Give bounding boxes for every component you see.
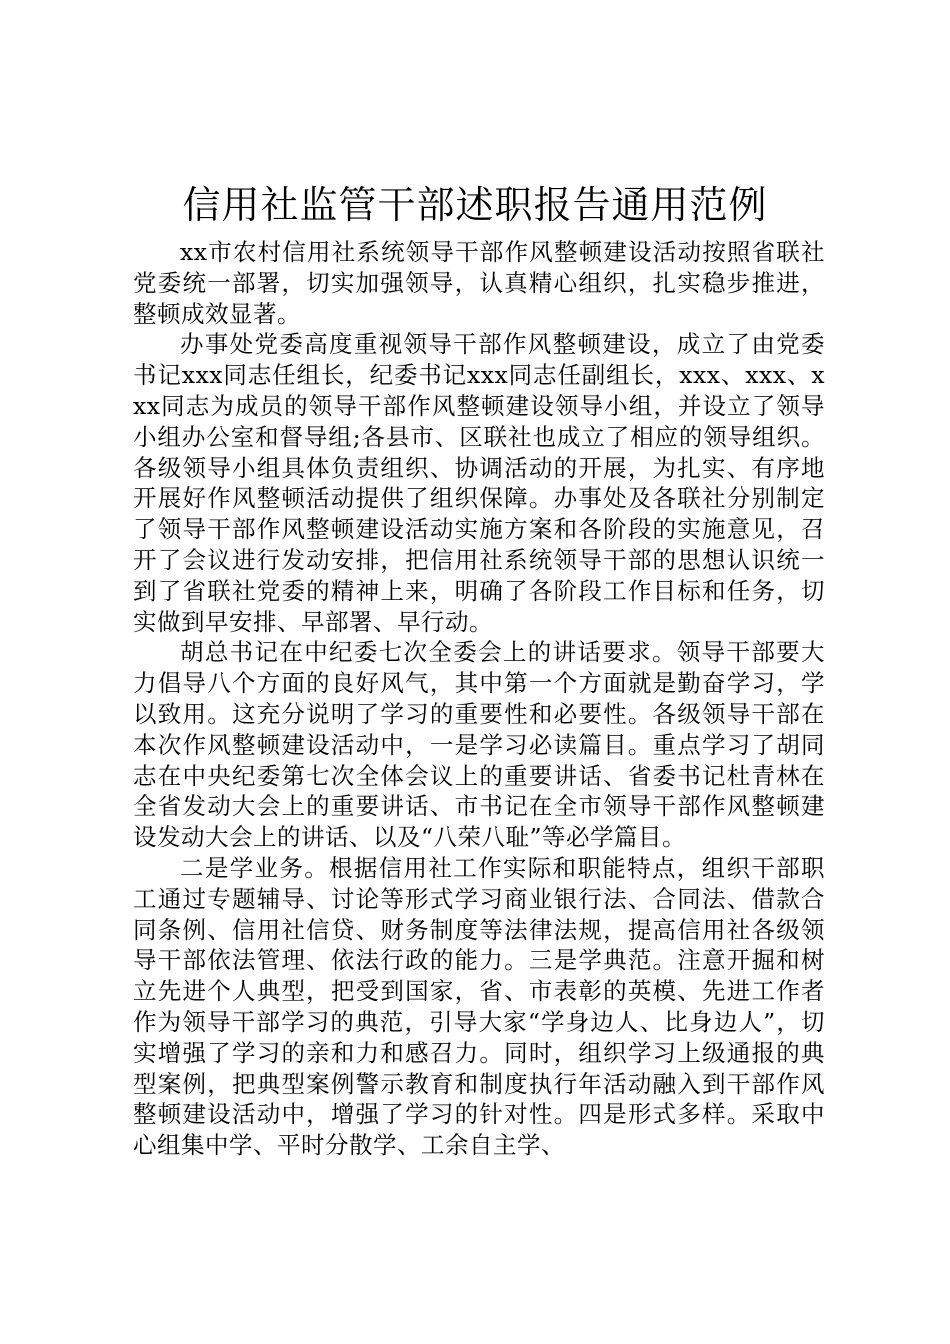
document-title: 信用社监管干部述职报告通用范例 (182, 183, 768, 227)
paragraph-3: 胡总书记在中纪委七次全委会上的讲话要求。领导干部要大力倡导八个方面的良好风气，其中第一个方面就是勤奋学习，学以致用。这充分说明了学习的重要性和必要性。各级领导干部在本次作风整顿建设活动中，一是学习必读篇目。重点学习了胡同志在中央纪委第七次全体会议上的重要讲话、省委书记杜青林在全省发动大会上的重要讲话、市书记在全市领导干部作风整顿建设发动大会上的讲话、以及“八荣八耻”等必学篇目。 (133, 638, 825, 852)
document-body (133, 237, 825, 1161)
paragraph-4: 二是学业务。根据信用社工作实际和职能特点，组织干部职工通过专题辅导、讨论等形式学习商业银行法、合同法、借款合同条例、信用社信贷、财务制度等法律法规，提高信用社各级领导干部依法管理、依法行政的能力。三是学典范。注意开掘和树立先进个人典型，把受到国家，省、市表彰的英模、先进工作者作为领导干部学习的典范，引导大家“学身边人、比身边人”，切实增强了学习的亲和力和感召力。同时，组织学习上级通报的典型案例，把典型案例警示教育和制度执行年活动融入到干部作风整顿建设活动中，增强了学习的针对性。四是形式多样。采取中心组集中学、平时分散学、工余自主学、 (133, 853, 825, 1160)
paragraph-2: 办事处党委高度重视领导干部作风整顿建设，成立了由党委书记xxx同志任组长，纪委书记xxx同志任副组长，xxx、xxx、xxx同志为成员的领导干部作风整顿建设领导小组，并设立了领导小组办公室和督导组;各县市、区联社也成立了相应的领导组织。各级领导小组具体负责组织、协调活动的开展，为扎实、有序地开展好作风整顿活动提供了组织保障。办事处及各联社分别制定了领导干部作风整顿建设活动实施方案和各阶段的实施意见，召开了会议进行发动安排，把信用社系统领导干部的思想认识统一到了省联社党委的精神上来，明确了各阶段工作目标和任务，切实做到早安排、早部署、早行动。 (133, 330, 825, 636)
paragraph-1: xx市农村信用社系统领导干部作风整顿建设活动按照省联社党委统一部署，切实加强领导，认真精心组织，扎实稳步推进，整顿成效显著。 (133, 238, 825, 328)
